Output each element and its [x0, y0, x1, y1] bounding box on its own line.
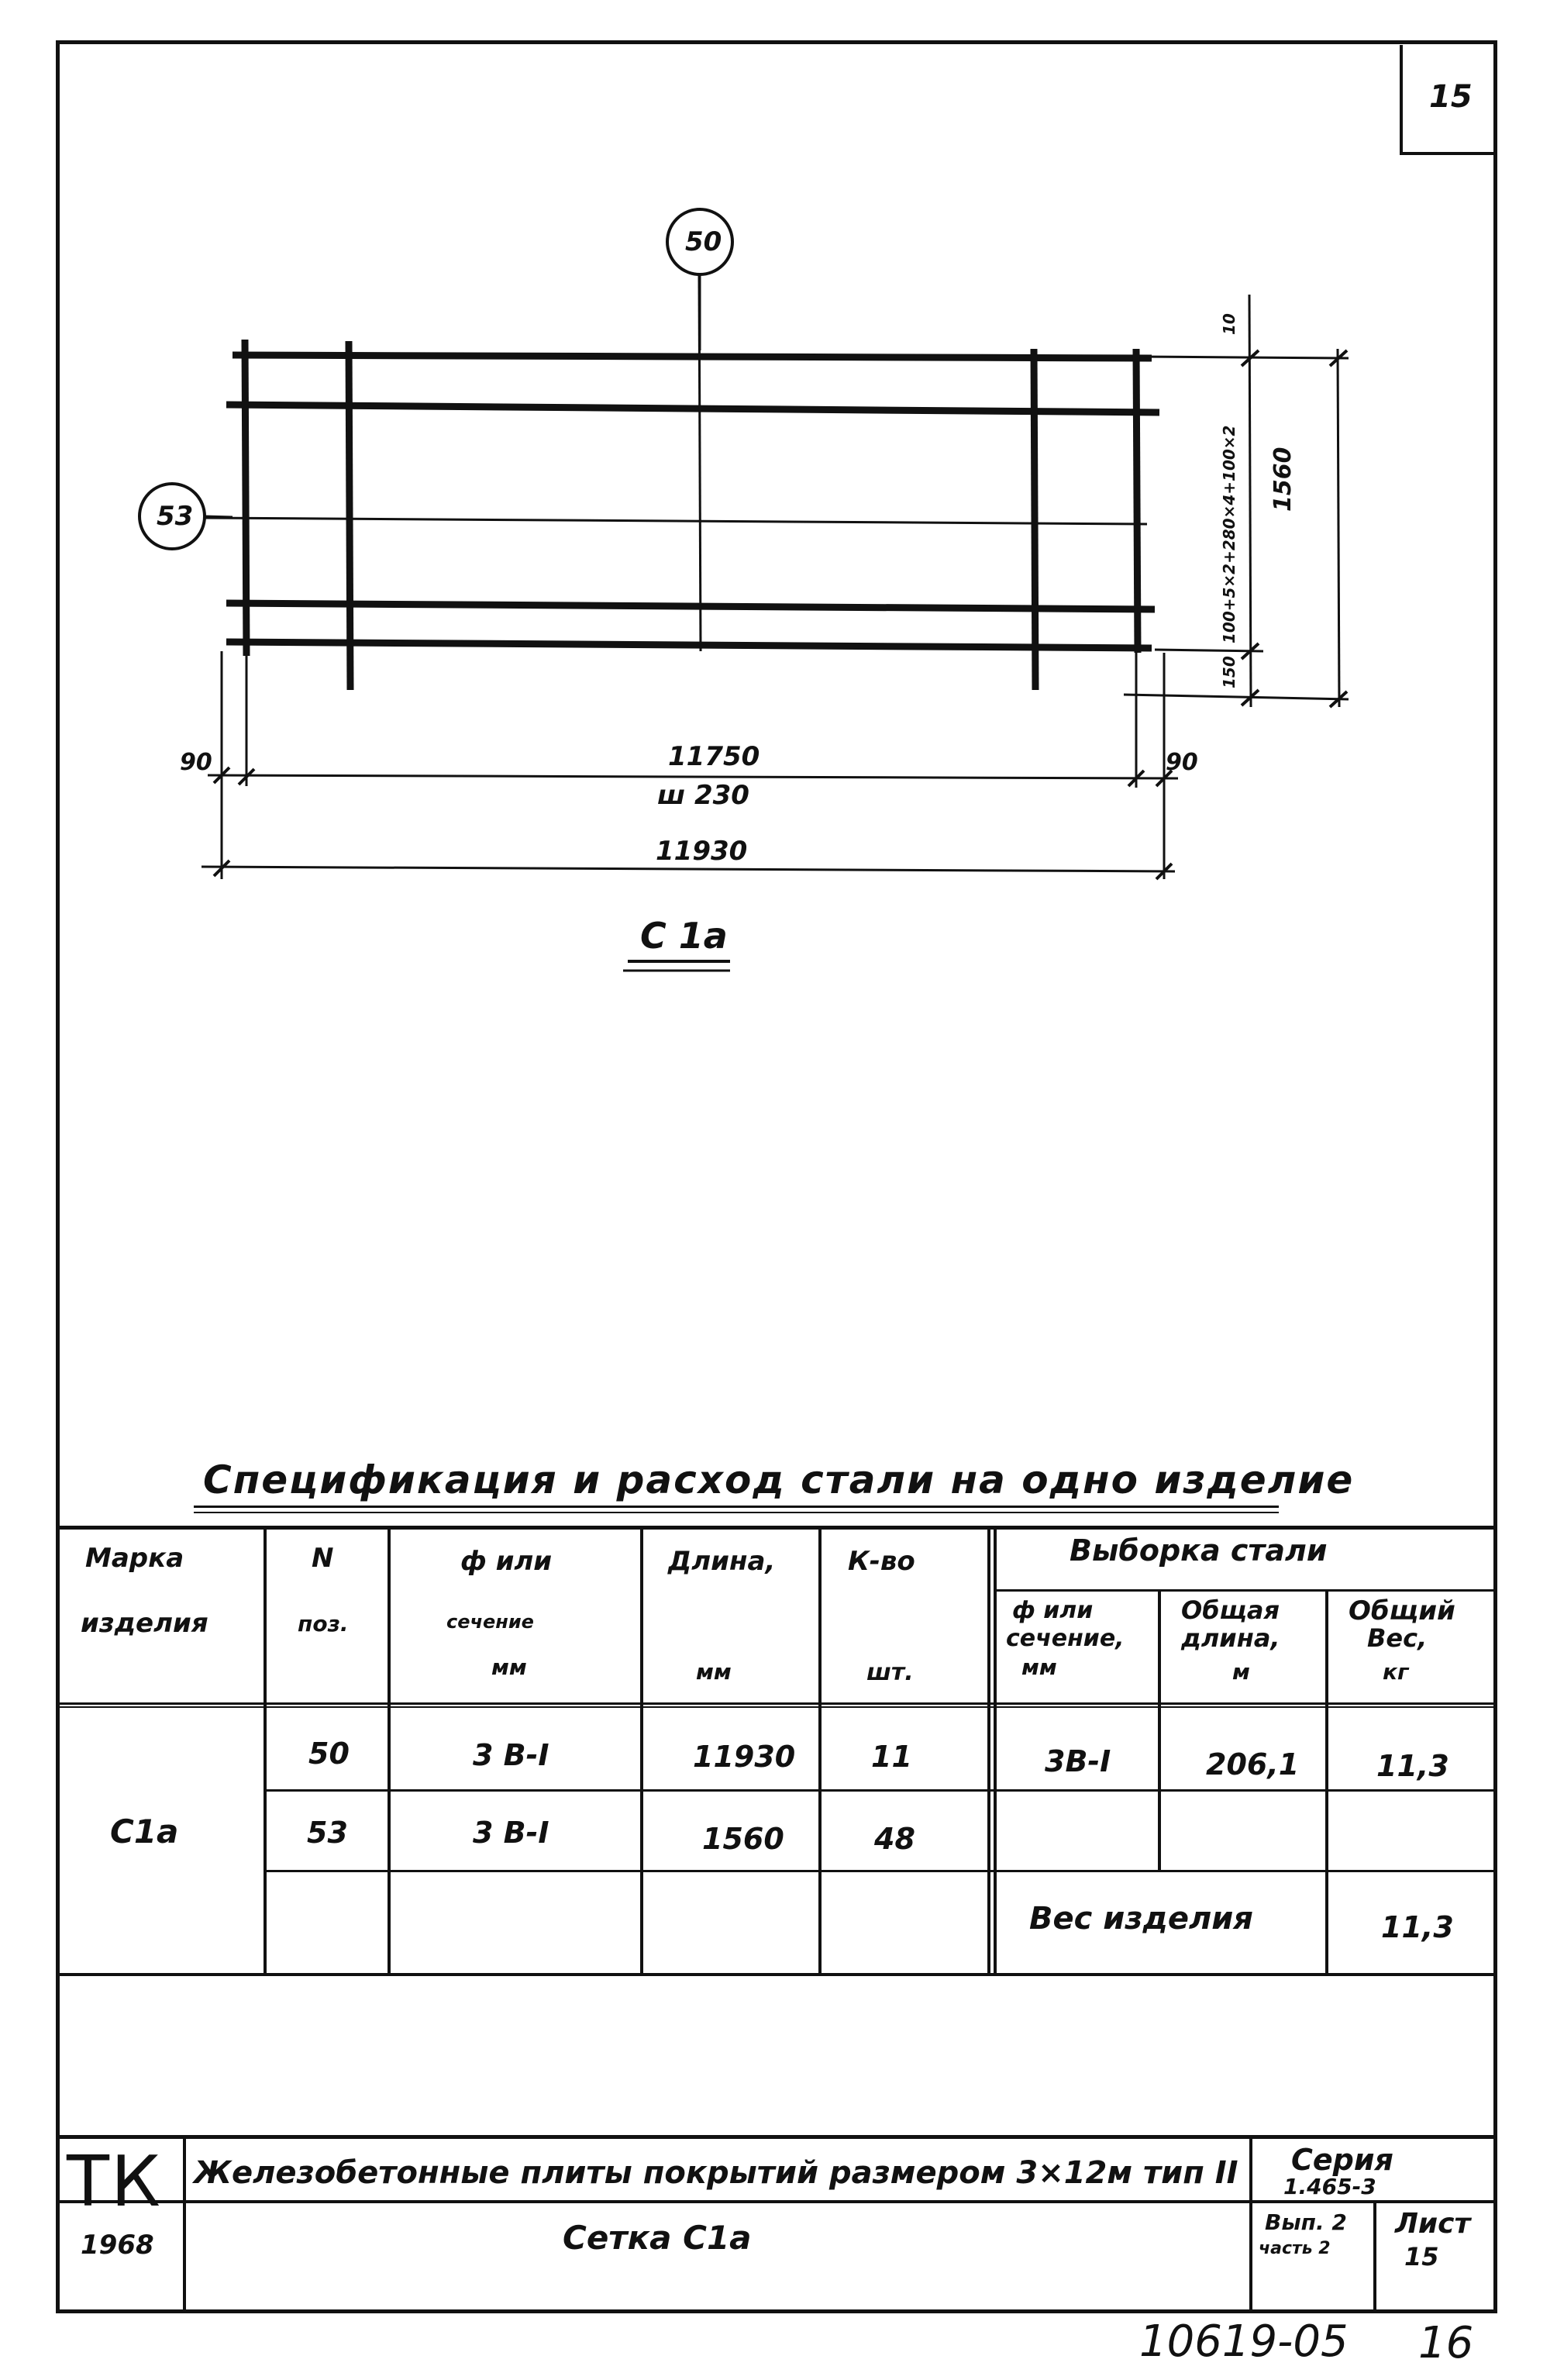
spec-title: Спецификация и расход стали на одно изделие: [203, 1457, 1355, 1502]
hdr-sel-section-1: ф или: [1012, 1597, 1094, 1624]
hdr-mark-2: изделия: [81, 1608, 208, 1639]
hdr-sel-length-2: длина,: [1181, 1623, 1280, 1653]
dim-line-11750: [208, 775, 1178, 778]
cell-pos-53: 53: [307, 1816, 348, 1850]
col-line-1: [264, 1527, 267, 1974]
spec-title-underline-2: [194, 1512, 1279, 1513]
mark-label: С 1а: [640, 915, 728, 957]
hdr-pos-1: N: [312, 1543, 334, 1574]
spec-table-top-border: [56, 1526, 1497, 1530]
cell-pos-50: 50: [308, 1737, 350, 1771]
cell-sel-length: 206,1: [1206, 1747, 1300, 1782]
dim-line-11930: [202, 867, 1175, 871]
hdr-qty-2: шт.: [866, 1659, 914, 1686]
issue-1: Вып. 2: [1265, 2209, 1347, 2235]
hdr-section-3: мм: [491, 1654, 527, 1680]
dim-total-length: 11930: [656, 836, 748, 867]
hdr-length-1: Длина,: [668, 1546, 776, 1577]
col-line-5b: [994, 1527, 997, 1974]
cell-qty-50: 11: [871, 1740, 912, 1774]
page-number: 16: [1418, 2318, 1474, 2368]
dim-bars-length: 11750: [668, 741, 760, 772]
dim-vertical-chain: 100+5×2+280×4+100×2: [1220, 425, 1238, 643]
hdr-sel-weight-1: Общий: [1349, 1595, 1455, 1626]
ext-mid: [1155, 650, 1263, 651]
corner-sheet-number: 15: [1429, 79, 1473, 115]
weight-label: Вес изделия: [1029, 1901, 1253, 1937]
spec-header-bottom-line-2: [56, 1706, 1497, 1708]
hdr-length-2: мм: [696, 1659, 732, 1685]
cross-bar-1: [245, 340, 246, 656]
hdr-sel-section-3: мм: [1021, 1654, 1057, 1680]
title-block-col-1: [183, 2137, 186, 2313]
issue-2: часть 2: [1259, 2239, 1331, 2258]
vdim-total: [1338, 349, 1339, 707]
hdr-pos-2: поз.: [298, 1611, 349, 1637]
cross-bar-3: [1034, 349, 1035, 690]
spec-row-1-line: [264, 1789, 1497, 1792]
year: 1968: [81, 2230, 154, 2261]
series-value: 1.465-3: [1283, 2174, 1376, 2199]
spec-title-underline: [194, 1506, 1279, 1508]
spec-table-bottom-border: [56, 1973, 1497, 1976]
hdr-sel-weight-3: кг: [1383, 1659, 1409, 1685]
col-line-6: [1158, 1591, 1161, 1871]
title-block-top-line: [56, 2135, 1497, 2139]
hdr-section-1: ф или: [460, 1546, 553, 1577]
ext-top: [1136, 357, 1349, 358]
ext-bottom: [1124, 695, 1349, 699]
callout-53-label: 53: [157, 501, 194, 532]
long-bar-4: [226, 642, 1152, 648]
hdr-qty-1: К-во: [848, 1546, 915, 1577]
dim-spacing-note: ш 230: [657, 780, 749, 811]
cell-length-53: 1560: [702, 1822, 784, 1856]
inventory-number: 10619-05: [1139, 2316, 1349, 2367]
weight-value: 11,3: [1381, 1910, 1454, 1944]
hdr-sel-weight-2: Вес,: [1367, 1623, 1428, 1653]
dim-small-top: 10: [1220, 313, 1238, 335]
sheet-label: Лист: [1395, 2208, 1471, 2240]
title-block-mid-line: [56, 2200, 1497, 2203]
cell-sel-section: 3В-I: [1045, 1744, 1111, 1778]
series-label: Серия: [1291, 2143, 1393, 2177]
dim-height: 1560: [1269, 447, 1297, 512]
spec-row-2-line: [264, 1870, 1497, 1872]
hdr-sel-length-3: м: [1232, 1659, 1250, 1685]
cross-bar-2: [349, 341, 350, 690]
spec-header-bottom-line: [56, 1702, 1497, 1705]
cross-bar-4: [1136, 349, 1138, 653]
hdr-mark-1: Марка: [85, 1543, 184, 1574]
col-line-7: [1325, 1591, 1328, 1974]
sheet-value: 15: [1404, 2242, 1439, 2271]
cell-sel-weight: 11,3: [1376, 1749, 1449, 1783]
cell-length-50: 11930: [693, 1740, 796, 1774]
dim-left-offset: 90: [180, 749, 212, 776]
col-line-2: [388, 1527, 391, 1974]
hdr-selection: Выборка стали: [1070, 1533, 1328, 1568]
long-bar-3: [226, 603, 1155, 609]
long-bar-2: [226, 405, 1159, 412]
hdr-section-2: сечение: [446, 1611, 534, 1633]
title-block-col-3: [1373, 2202, 1376, 2313]
dim-small-bottom: 150: [1220, 656, 1238, 688]
cell-section-50: 3 В-I: [473, 1738, 549, 1772]
document-title: Железобетонные плиты покрытий размером 3×12м тип II: [194, 2155, 1238, 2191]
hdr-sel-section-2: сечение,: [1006, 1625, 1125, 1652]
col-line-3: [640, 1527, 643, 1974]
cell-qty-53: 48: [874, 1822, 915, 1856]
selection-header-line: [994, 1589, 1497, 1592]
cell-mark: С1а: [110, 1813, 179, 1851]
dim-right-offset: 90: [1166, 749, 1198, 776]
title-block-col-2: [1249, 2137, 1252, 2313]
col-line-5: [987, 1527, 990, 1974]
long-bar-1: [233, 355, 1152, 358]
mid-bar-thin: [203, 518, 1147, 524]
org-code: ТК: [67, 2141, 162, 2223]
sheet-name: Сетка С1а: [563, 2219, 752, 2257]
callout-50-label: 50: [685, 226, 722, 257]
callout-53-leader: [205, 516, 233, 517]
col-line-4: [818, 1527, 822, 1974]
cell-section-53: 3 В-I: [473, 1816, 549, 1850]
hdr-sel-length-1: Общая: [1181, 1595, 1280, 1625]
